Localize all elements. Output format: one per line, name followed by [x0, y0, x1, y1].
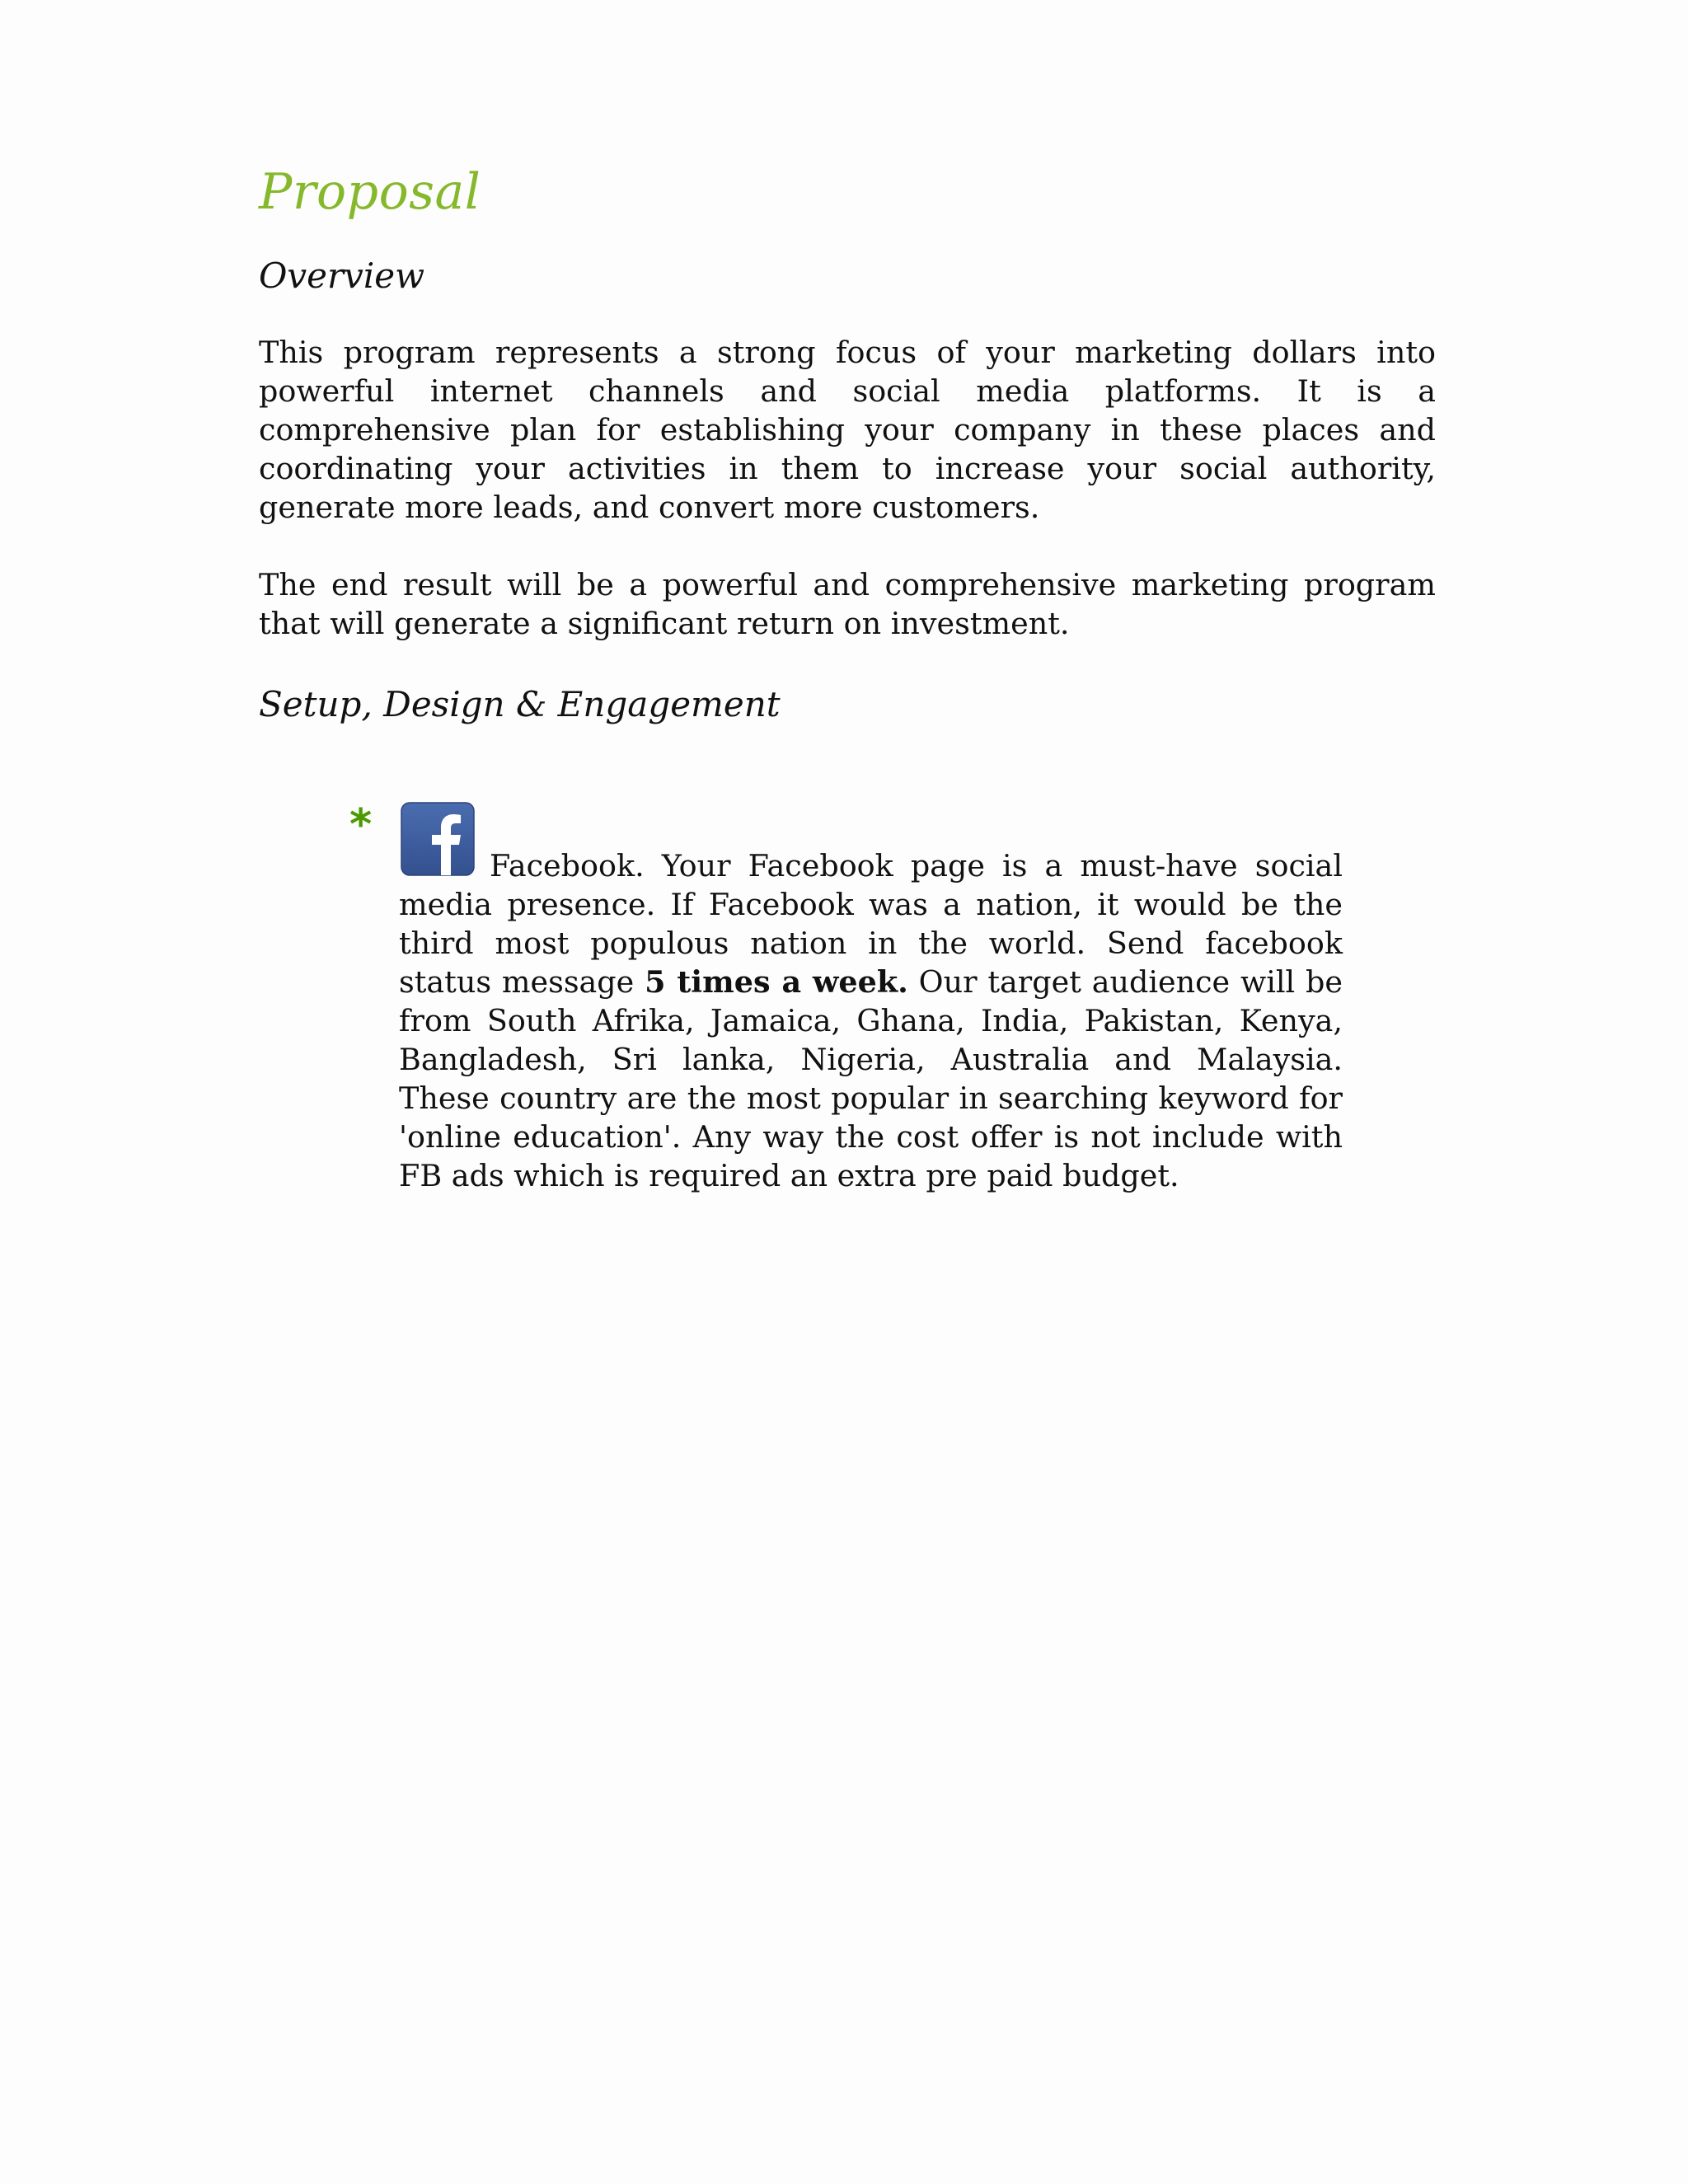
- setup-heading: Setup, Design & Engagement: [259, 684, 781, 725]
- overview-paragraph-1: This program represents a strong focus of your marketing dollars into powerful internet channels and social media platforms. It is a comprehensive plan for establishing your company in these places and coordinating your activities in them to increase your social authority, generate more leads, and convert more customers.: [259, 335, 1436, 526]
- bullet-bold-frequency: 5 times a week.: [645, 963, 908, 1000]
- overview-heading: Overview: [259, 255, 425, 296]
- bullet-text-before-bold: Facebook. Your Facebook page is a must-have social media presence. If Facebook was a nation, it would be the third most populous nation in the world. Send facebook status message: [399, 847, 1343, 1000]
- facebook-icon: [401, 802, 475, 876]
- page-title: Proposal: [259, 163, 481, 221]
- bullet-asterisk-icon: *: [349, 799, 373, 850]
- bullet-text-after-bold: Our target audience will be from South Afrika, Jamaica, Ghana, India, Pakistan, Kenya, Bangladesh, Sri lanka, Nigeria, Australia and Malaysia. These country are the most popular in searching keyword for 'online education'. Any way the cost offer is not include with FB ads which is required an extra pre paid budget.: [399, 963, 1343, 1193]
- facebook-bullet-text: [399, 802, 1343, 1195]
- document-page: [259, 165, 1436, 1195]
- facebook-bullet-item: [349, 799, 1343, 1195]
- overview-paragraph-2: The end result will be a powerful and comprehensive marketing program that will generate a significant return on investment.: [259, 567, 1436, 642]
